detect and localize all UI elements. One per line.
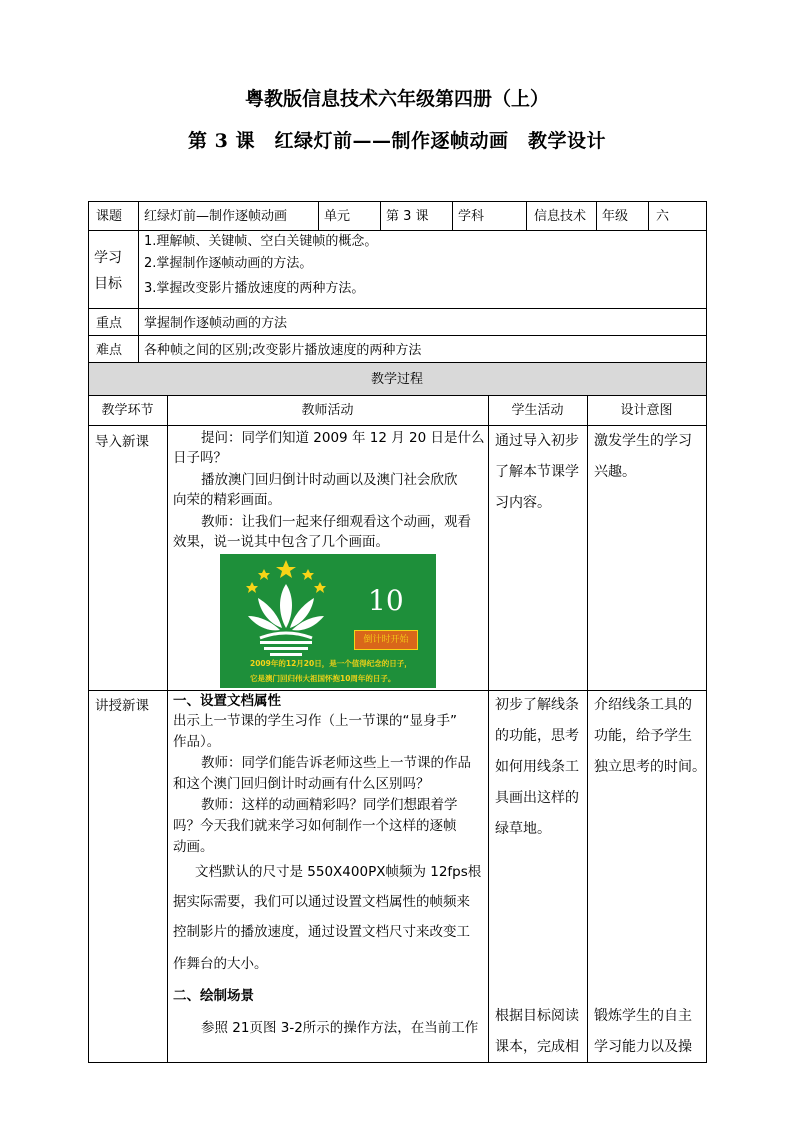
teach-intent-line: 功能，给予学生 [594,728,692,744]
document-subtitle: 第 3 课 红绿灯前——制作逐帧动画 教学设计 [188,130,606,152]
intro-student-line: 通过导入初步 [495,433,579,449]
lesson-label: 课题 [96,209,123,224]
header-stage: 教学环节 [101,403,154,418]
teach-student-line: 初步了解线条 [495,697,579,713]
teach-a1: 出示上一节课的学生习作（上一节课的“显身手” [173,713,457,729]
stage-teach: 讲授新课 [95,698,149,714]
teach-intent-line: 学习能力以及操 [594,1039,692,1055]
intro-student-line: 习内容。 [495,495,551,511]
macau-countdown-image [220,554,436,688]
lesson-value: 红绿灯前—制作逐帧动画 [144,209,288,224]
teach-b1: 教师：同学们能告诉老师这些上一节课的作品 [201,755,471,771]
teach-student-line: 绿草地。 [495,821,551,837]
teach-b2: 和这个澳门回归倒计时动画有什么区别吗？ [173,776,430,792]
teach-d3: 控制影片的播放速度，通过设置文档尺寸来改变工 [173,924,470,940]
subject-label: 学科 [458,209,485,224]
goal-item: 3.掌握改变影片播放速度的两种方法。 [144,281,365,296]
countdown-number: 10 [368,584,404,617]
teach-intent-line: 介绍线条工具的 [594,697,692,713]
teach-intent-line: 锻炼学生的自主 [594,1008,692,1024]
header-student: 学生活动 [511,403,564,418]
subject-value: 信息技术 [534,209,587,224]
grade-label: 年级 [602,209,629,224]
difficulty-label: 难点 [96,343,123,358]
teach-d2: 据实际需要，我们可以通过设置文档属性的帧频来 [173,894,470,910]
document-title: 粤教版信息技术六年级第四册（上） [244,88,549,110]
difficulty-value: 各种帧之间的区别;改变影片播放速度的两种方法 [144,343,422,358]
header-teacher: 教师活动 [301,403,354,418]
goals-label-line1: 学习 [94,250,122,266]
key-point-value: 掌握制作逐帧动画的方法 [144,316,288,331]
header-intent: 设计意图 [620,403,673,418]
section-heading-2: 二、绘制场景 [173,988,254,1004]
teach-intent-line: 独立思考的时间。 [594,759,706,775]
teach-c2: 吗？今天我们就来学习如何制作一个这样的逐帧 [173,818,457,834]
countdown-start-button: 倒计时开始 [354,630,418,650]
teach-student-line: 根据目标阅读 [495,1008,579,1024]
image-caption-line1: 2009年的12月20日，是一个值得纪念的日子， [250,659,412,668]
teach-e1: 参照 21页图 3-2所示的操作方法，在当前工作 [201,1020,479,1036]
teach-student-line: 课本，完成相 [495,1039,579,1055]
process-title: 教学过程 [370,372,423,387]
teach-a2: 作品）。 [173,734,221,750]
teach-c3: 动画。 [173,839,214,855]
intro-intent-line: 兴趣。 [594,464,636,480]
teacher-question-line2: 日子吗？ [173,450,227,466]
intro-intent-line: 激发学生的学习 [594,433,692,449]
teach-d1: 文档默认的尺寸是 550X400PX帧频为 12fps根 [195,864,482,880]
teach-c1: 教师：这样的动画精彩吗？同学们想跟着学 [201,797,458,813]
unit-value: 第 3 课 [386,209,429,224]
goal-item: 2.掌握制作逐帧动画的方法。 [144,256,313,271]
stage-intro: 导入新课 [95,434,149,450]
key-point-label: 重点 [96,316,123,331]
teacher-observe-line1: 教师：让我们一起来仔细观看这个动画，观看 [201,514,471,530]
grade-value: 六 [656,209,670,224]
intro-student-line: 了解本节课学 [495,464,579,480]
teacher-play-line1: 播放澳门回归倒计时动画以及澳门社会欣欣 [201,472,458,488]
teach-student-line: 如何用线条工 [495,759,579,775]
section-heading-1: 一、设置文档属性 [173,693,281,709]
teacher-observe-line2: 效果，说一说其中包含了几个画面。 [173,534,389,550]
teach-student-line: 的功能，思考 [495,728,579,744]
teach-student-line: 具画出这样的 [495,790,579,806]
image-caption-line2: 它是澳门回归伟大祖国怀抱10周年的日子。 [250,674,396,683]
teach-d4: 作舞台的大小。 [173,956,268,972]
goals-label-line2: 目标 [94,276,122,292]
teacher-play-line2: 向荣的精彩画面。 [173,492,281,508]
goal-item: 1.理解帧、关键帧、空白关键帧的概念。 [144,234,378,249]
teacher-question-line1: 提问：同学们知道 2009 年 12 月 20 日是什么 [201,430,485,446]
unit-label: 单元 [324,209,351,224]
